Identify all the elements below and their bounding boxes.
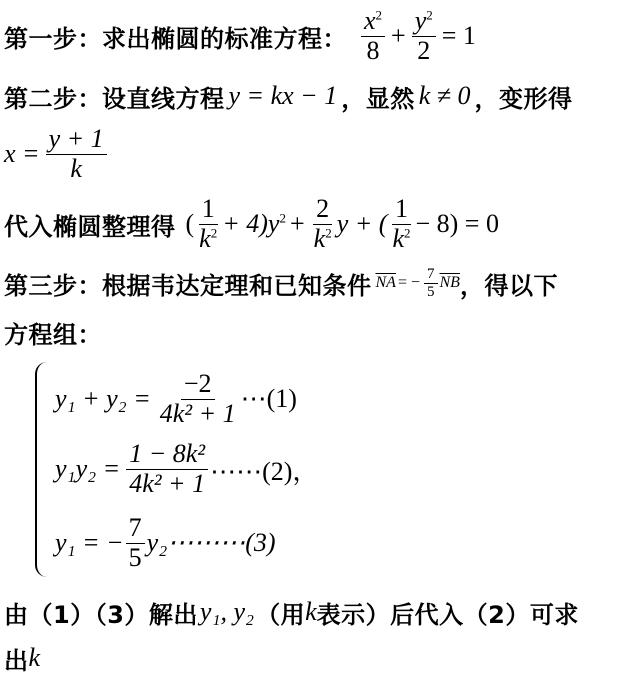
- step1-line: 第一步：求出椭圆的标准方程： $\frac{x^2}{8}$ + $\frac{y^2}{2}$ = 1: [4, 5, 476, 65]
- x-expression: [4, 124, 109, 184]
- frac1-num: x: [364, 5, 376, 35]
- system-brace: [35, 362, 49, 577]
- solved-vars: y₁, y₂: [199, 597, 255, 626]
- fraction-y2-over-2: $\frac{y^2}{2}$: [412, 7, 436, 65]
- system-eq3: y₁ = − $\frac{7}{5}$ y₂⋯⋯⋯(3): [55, 512, 276, 572]
- vector-na: $\overline{NA}$: [375, 274, 396, 291]
- eq-rhs: = 1: [441, 21, 476, 50]
- k-condition: k ≠ 0: [418, 81, 471, 110]
- substitute-label: 代入椭圆整理得: [4, 212, 176, 241]
- substitute-line: 代入椭圆整理得 ( $\frac{1}{k^2}$ + $4)y^2$ + $\frac{2}{k^2}$ y + ( $\frac{1}{k^2}$ − 8) = 0: [4, 193, 499, 253]
- frac2-num: y: [414, 5, 427, 35]
- step3-label: 第三步：根据韦达定理和已知条件: [4, 271, 372, 300]
- term1-fraction: $\frac{1}{k^2}$: [199, 193, 218, 253]
- step3-line: 第三步：根据韦达定理和已知条件 $\overline{NA}$ = − $\frac{7}{5}$ $\overline{NB}$ ，得以下: [4, 266, 558, 300]
- term2-rest: y + (: [336, 209, 388, 238]
- x-eq-lhs: x =: [4, 139, 40, 168]
- term3-fraction: $\frac{1}{k^2}$: [392, 193, 411, 253]
- frac1-den: 8: [366, 35, 380, 65]
- term2-fraction: $\frac{2}{k^2}$: [313, 193, 332, 253]
- frac2-den: 2: [417, 35, 431, 65]
- step2-line: [4, 78, 573, 114]
- step3-line2: 方程组：: [4, 321, 102, 349]
- system-eq1: y₁ + y₂ = $\frac{-2}{\text{4k² + 1}}$ ⋯(1): [55, 368, 297, 428]
- step3-tail: ，得以下: [459, 271, 558, 300]
- x-frac-den: k: [70, 153, 82, 183]
- line-equation: y = kx − 1: [228, 81, 338, 110]
- vector-nb: $\overline{NB}$: [439, 274, 460, 291]
- conclusion-line1: 由（1）（3）解出 y₁, y₂ （用 k 表示）后代入（2）可求: [4, 597, 579, 629]
- conclusion-line2: 出 k: [4, 643, 41, 675]
- system-eq2: y₁y₂ = $\frac{\text{1 − 8k²}}{\text{4k² + 1}}$ ⋯⋯(2)，: [55, 438, 319, 498]
- fraction-x: [46, 125, 107, 183]
- step2-label: 第二步：设直线方程: [4, 84, 225, 113]
- step2-mid: ，显然: [341, 84, 415, 113]
- term1-rest: + $4)y^2$: [222, 209, 286, 238]
- fraction-x2-over-8: $\frac{x^2}{8}$: [361, 7, 385, 65]
- term3-rest: − 8) = 0: [415, 209, 499, 238]
- coef-fraction: $\frac{7}{5}$: [424, 266, 438, 300]
- step1-label: 第一步：求出椭圆的标准方程：: [4, 24, 347, 53]
- step2-tail: ，变形得: [474, 84, 573, 113]
- x-frac-num: y + 1: [46, 125, 107, 155]
